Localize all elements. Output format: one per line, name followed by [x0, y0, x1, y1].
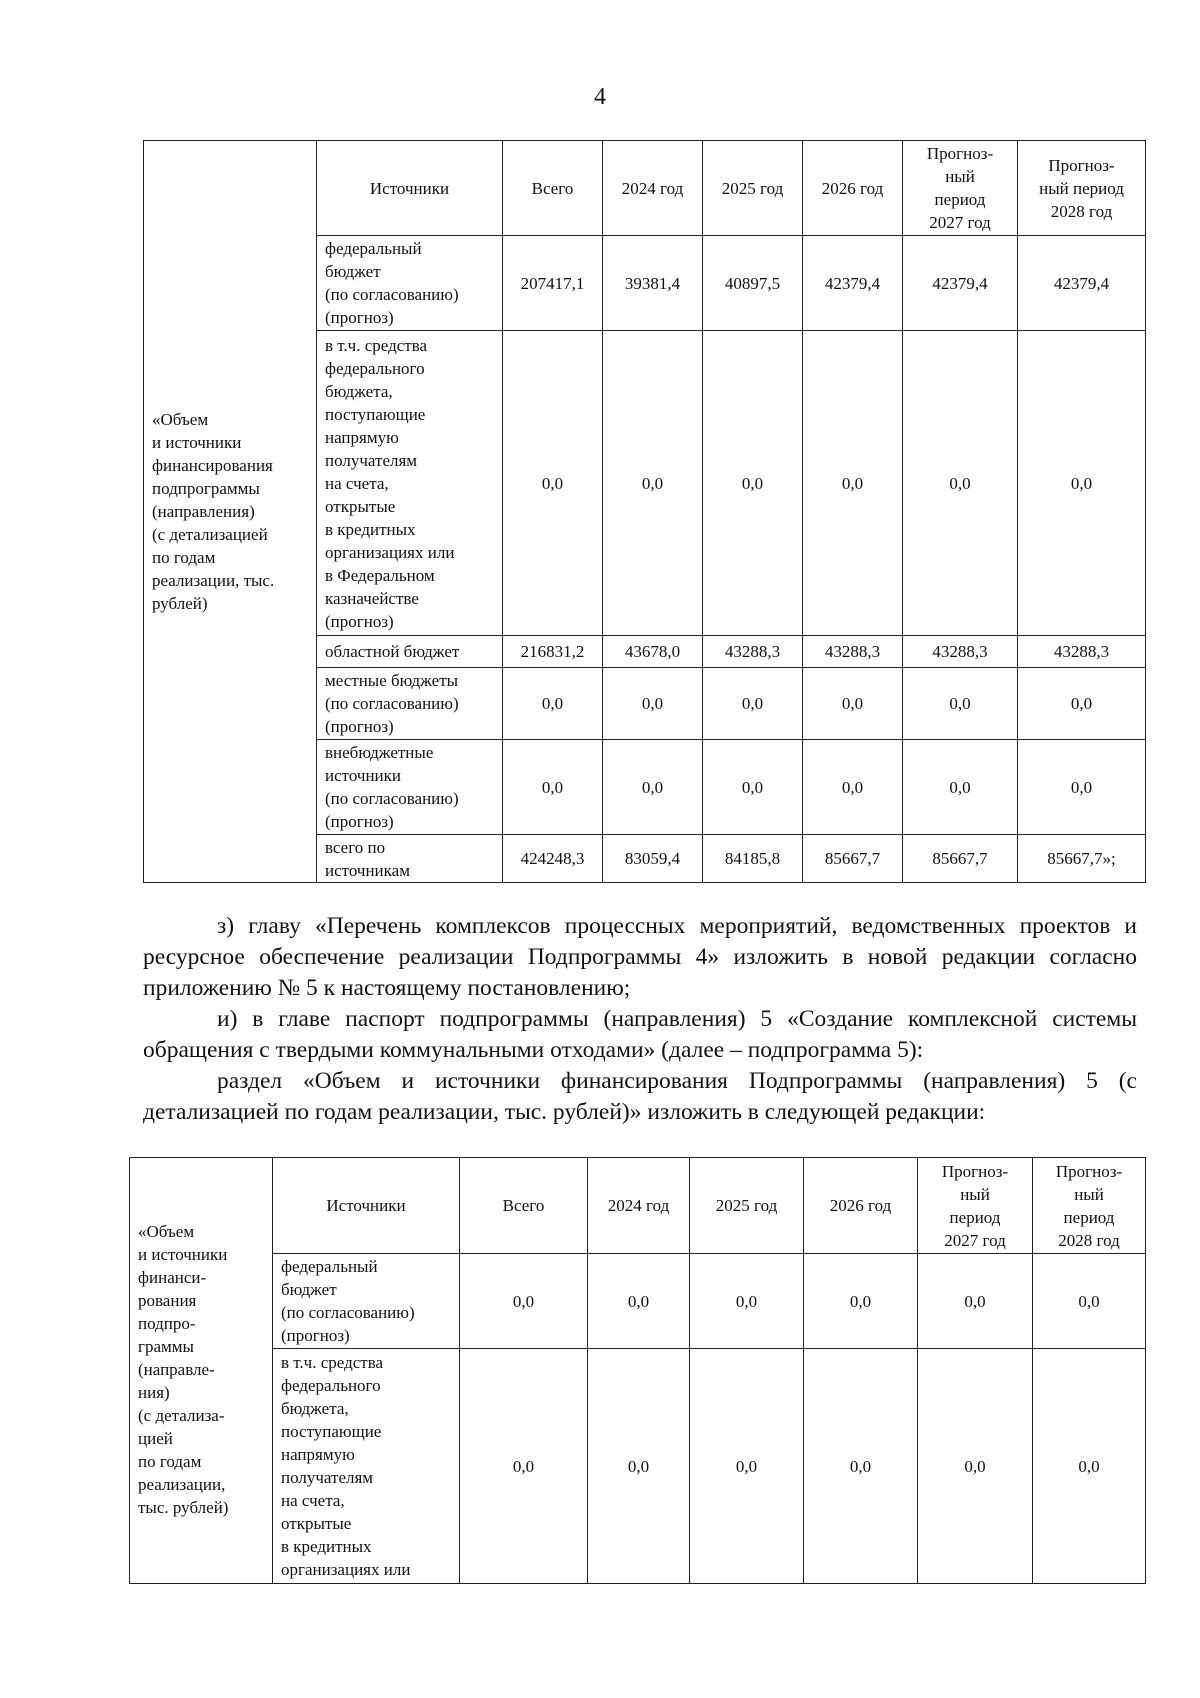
value-cell: 0,0: [588, 1254, 690, 1349]
value-cell: 0,0: [703, 740, 803, 835]
source-cell: федеральный бюджет (по согласованию) (прогноз): [317, 236, 503, 331]
value-cell: 0,0: [690, 1254, 804, 1349]
value-cell: 0,0: [1033, 1254, 1146, 1349]
financing-table-subprogram-5: [129, 1157, 1146, 1584]
value-cell: 40897,5: [703, 236, 803, 331]
value-cell: 0,0: [503, 668, 603, 740]
value-cell: 0,0: [603, 668, 703, 740]
value-cell: 83059,4: [603, 835, 703, 883]
value-cell: 0,0: [460, 1254, 588, 1349]
value-cell: 0,0: [603, 740, 703, 835]
value-cell: 0,0: [804, 1254, 918, 1349]
table-row: [130, 1254, 1146, 1349]
header-2026: 2026 год: [803, 141, 903, 236]
value-cell: 0,0: [903, 740, 1018, 835]
value-cell: 0,0: [1018, 331, 1146, 636]
value-cell: 0,0: [690, 1349, 804, 1584]
header-2024: 2024 год: [588, 1158, 690, 1254]
value-cell: 43288,3: [1018, 636, 1146, 668]
value-cell: 0,0: [803, 331, 903, 636]
value-cell: 424248,3: [503, 835, 603, 883]
paragraph-z: з) главу «Перечень комплексов процессных мероприятий, ведомственных проектов и ресурсное обеспечение реализации Подпрограммы 4» изложить в новой редакции согласно приложению № 5 к настоящему постановлению;: [143, 913, 1137, 1001]
value-cell: 42379,4: [1018, 236, 1146, 331]
source-cell: всего по источникам: [317, 835, 503, 883]
value-cell: 43288,3: [903, 636, 1018, 668]
source-cell: федеральный бюджет (по согласованию) (прогноз): [273, 1254, 460, 1349]
header-sources: Источники: [317, 141, 503, 236]
source-cell: внебюджетные источники (по согласованию) (прогноз): [317, 740, 503, 835]
source-cell: областной бюджет: [317, 636, 503, 668]
value-cell: 0,0: [918, 1254, 1033, 1349]
value-cell: 85667,7»;: [1018, 835, 1146, 883]
page-number: 4: [594, 84, 606, 110]
header-2027: Прогноз- ный период 2027 год: [903, 141, 1018, 236]
value-cell: 85667,7: [903, 835, 1018, 883]
value-cell: 0,0: [703, 668, 803, 740]
value-cell: 0,0: [1018, 668, 1146, 740]
header-2028: Прогноз- ный период 2028 год: [1033, 1158, 1146, 1254]
source-cell: в т.ч. средства федерального бюджета, поступающие напрямую получателям на счета, открытые в кредитных организациях или: [273, 1349, 460, 1584]
header-2025: 2025 год: [703, 141, 803, 236]
header-2028: Прогноз- ный период 2028 год: [1018, 141, 1146, 236]
header-total: Всего: [460, 1158, 588, 1254]
value-cell: 0,0: [903, 331, 1018, 636]
value-cell: 0,0: [1018, 740, 1146, 835]
header-total: Всего: [503, 141, 603, 236]
header-2027: Прогноз- ный период 2027 год: [918, 1158, 1033, 1254]
value-cell: 84185,8: [703, 835, 803, 883]
value-cell: 43678,0: [603, 636, 703, 668]
value-cell: 207417,1: [503, 236, 603, 331]
header-sources: Источники: [273, 1158, 460, 1254]
body-text: [143, 911, 1137, 1128]
value-cell: 0,0: [503, 331, 603, 636]
row-label: «Объем и источники финанси- рования подпро- граммы (направле- ния) (с детализа- цией по годам реализации, тыс. рублей): [130, 1158, 273, 1584]
paragraph-i: и) в главе паспорт подпрограммы (направления) 5 «Создание комплексной системы обращения с твердыми коммунальными отходами» (далее – подпрограмма 5):: [143, 1006, 1137, 1063]
value-cell: 0,0: [1033, 1349, 1146, 1584]
value-cell: 0,0: [803, 668, 903, 740]
value-cell: 0,0: [804, 1349, 918, 1584]
source-cell: местные бюджеты (по согласованию) (прогноз): [317, 668, 503, 740]
value-cell: 43288,3: [803, 636, 903, 668]
value-cell: 0,0: [588, 1349, 690, 1584]
value-cell: 0,0: [603, 331, 703, 636]
value-cell: 0,0: [903, 668, 1018, 740]
header-2024: 2024 год: [603, 141, 703, 236]
value-cell: 0,0: [703, 331, 803, 636]
paragraph-section: раздел «Объем и источники финансирования Подпрограммы (направления) 5 (с детализацией по годам реализации, тыс. рублей)» изложить в следующей редакции:: [143, 1068, 1137, 1125]
financing-table-subprogram-4: [143, 140, 1146, 883]
value-cell: 0,0: [918, 1349, 1033, 1584]
value-cell: 0,0: [460, 1349, 588, 1584]
table-row: [130, 1349, 1146, 1584]
value-cell: 0,0: [503, 740, 603, 835]
value-cell: 43288,3: [703, 636, 803, 668]
value-cell: 85667,7: [803, 835, 903, 883]
source-cell: в т.ч. средства федерального бюджета, поступающие напрямую получателям на счета, открытые в кредитных организациях или в Федеральном казначействе (прогноз): [317, 331, 503, 636]
value-cell: 216831,2: [503, 636, 603, 668]
header-2026: 2026 год: [804, 1158, 918, 1254]
header-2025: 2025 год: [690, 1158, 804, 1254]
value-cell: 42379,4: [803, 236, 903, 331]
row-label: «Объем и источники финансирования подпрограммы (направления) (с детализацией по годам реализации, тыс. рублей): [144, 141, 317, 883]
value-cell: 0,0: [803, 740, 903, 835]
value-cell: 42379,4: [903, 236, 1018, 331]
value-cell: 39381,4: [603, 236, 703, 331]
